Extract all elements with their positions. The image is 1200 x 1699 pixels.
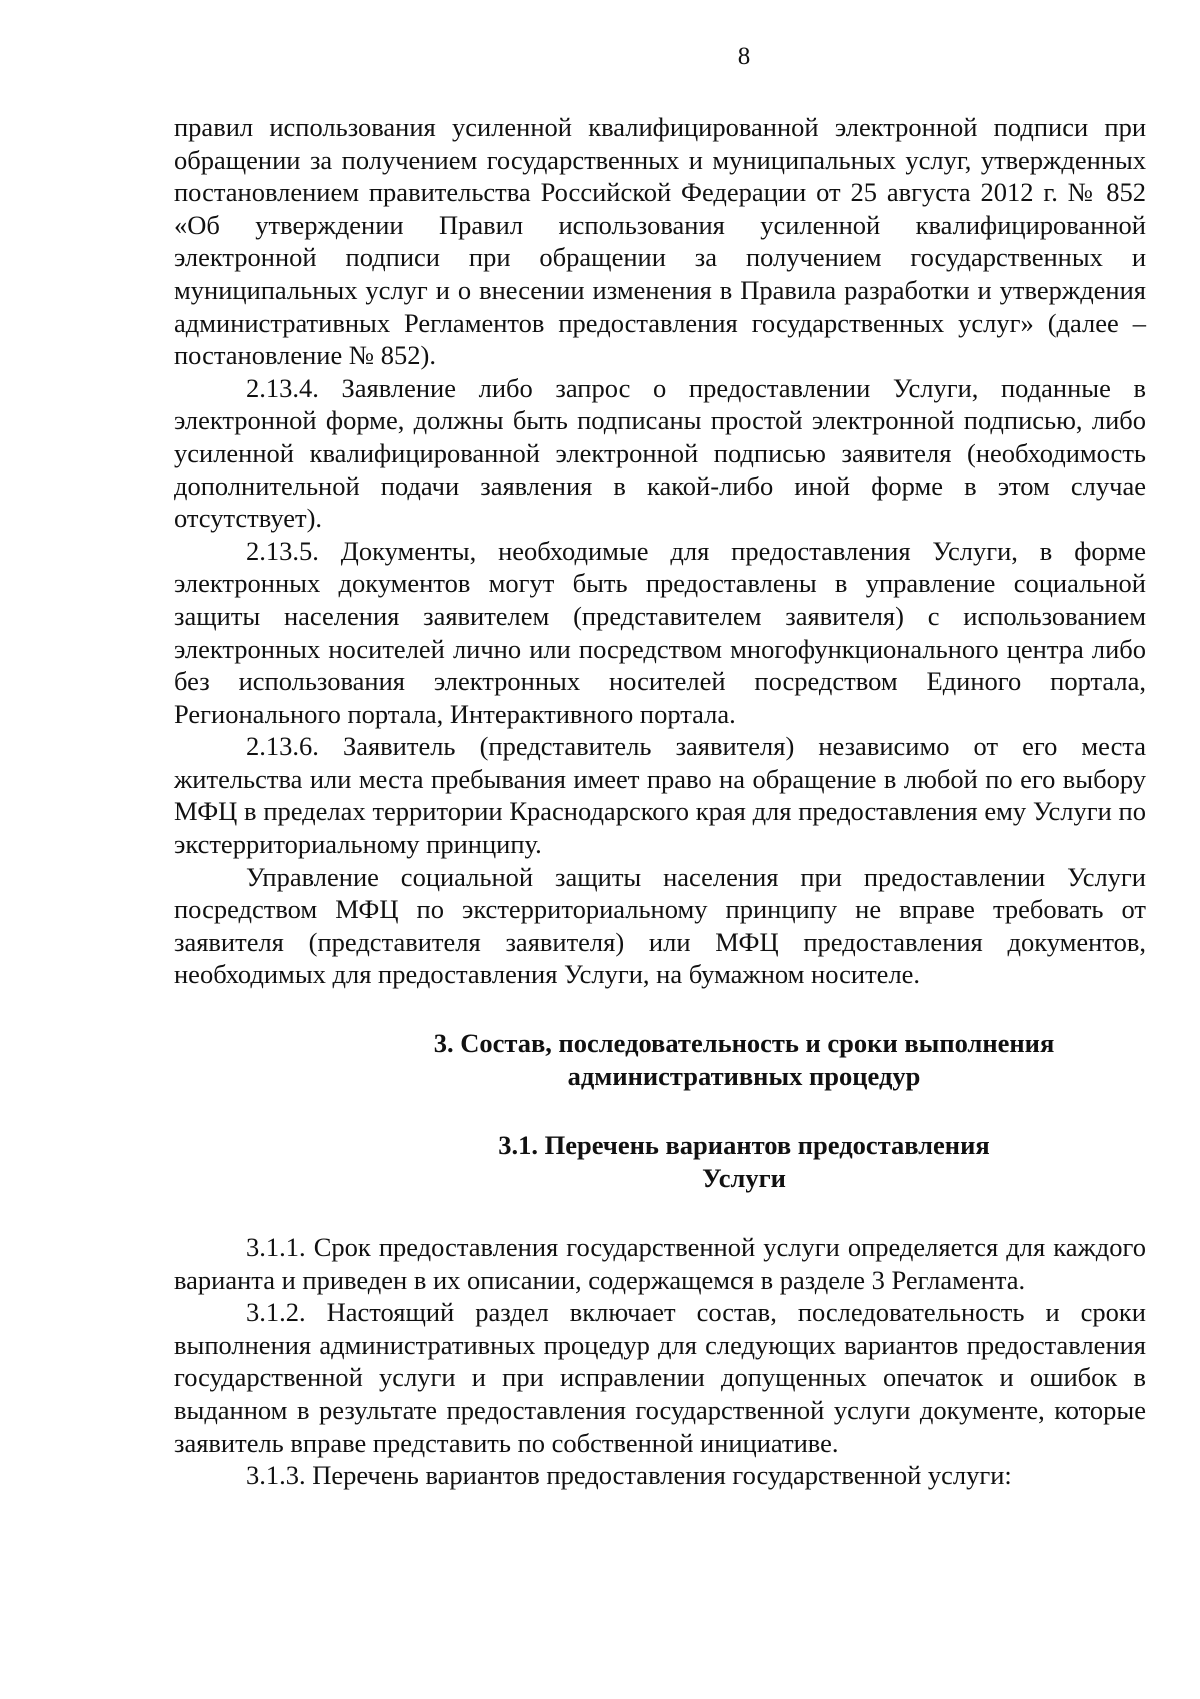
paragraph-2-13-6: 2.13.6. Заявитель (представитель заявителя) независимо от его места жительства или места пребывания имеет право на обращение в любой по его выбору МФЦ в пределах территории Краснодарского края для предоставления ему Услуги по экстерриториальному принципу.	[174, 731, 1146, 860]
section-3-1-heading-line-1: 3.1. Перечень вариантов предоставления	[498, 1130, 990, 1161]
paragraph-extraterritorial: Управление социальной защиты населения при предоставлении Услуги посредством МФЦ по экстерриториальному принципу не вправе требовать от заявителя (представителя заявителя) или МФЦ предоставления документов, необходимых для предоставления Услуги, на бумажном носителе.	[174, 861, 1146, 990]
section-3-heading	[174, 1027, 1146, 1093]
paragraph-3-1-1: 3.1.1. Срок предоставления государственной услуги определяется для каждого варианта и приведен в их описании, содержащемся в разделе 3 Регламента.	[174, 1232, 1146, 1295]
document-page	[174, 40, 1146, 1492]
paragraph-continuation: правил использования усиленной квалифицированной электронной подписи при обращении за получением государственных и муниципальных услуг, утвержденных постановлением правительства Российской Федерации от 25 августа 2012 г. № 852 «Об утверждении Правил использования усиленной квалифицированной электронной подписи при обращении за получением государственных и муниципальных услуг и о внесении изменения в Правила разработки и утверждения административных Регламентов предоставления государственных услуг» (далее – постановление № 852).	[174, 112, 1146, 371]
section-3-1-heading	[174, 1129, 1146, 1195]
page-number: 8	[737, 43, 751, 70]
section-3-heading-line-2: административных процедур	[567, 1061, 921, 1092]
section-3-1-heading-line-2: Услуги	[702, 1163, 786, 1194]
section-3-heading-line-1: 3. Состав, последовательность и сроки выполнения	[433, 1028, 1055, 1059]
paragraph-2-13-4: 2.13.4. Заявление либо запрос о предоставлении Услуги, поданные в электронной форме, должны быть подписаны простой электронной подписью, либо усиленной квалифицированной электронной подписью заявителя (необходимость дополнительной подачи заявления в какой-либо иной форме в этом случае отсутствует).	[174, 372, 1146, 534]
paragraph-3-1-3: 3.1.3. Перечень вариантов предоставления государственной услуги:	[246, 1460, 1012, 1491]
paragraph-2-13-5: 2.13.5. Документы, необходимые для предоставления Услуги, в форме электронных документов могут быть предоставлены в управление социальной защиты населения заявителем (представителем заявителя) с использованием электронных носителей лично или посредством многофункционального центра либо без использования электронных носителей посредством Единого портала, Регионального портала, Интерактивного портала.	[174, 535, 1146, 729]
paragraph-3-1-2: 3.1.2. Настоящий раздел включает состав, последовательность и сроки выполнения административных процедур для следующих вариантов предоставления государственной услуги и при исправлении допущенных опечаток и ошибок в выданном в результате предоставления государственной услуги документе, которые заявитель вправе представить по собственной инициативе.	[174, 1297, 1146, 1458]
